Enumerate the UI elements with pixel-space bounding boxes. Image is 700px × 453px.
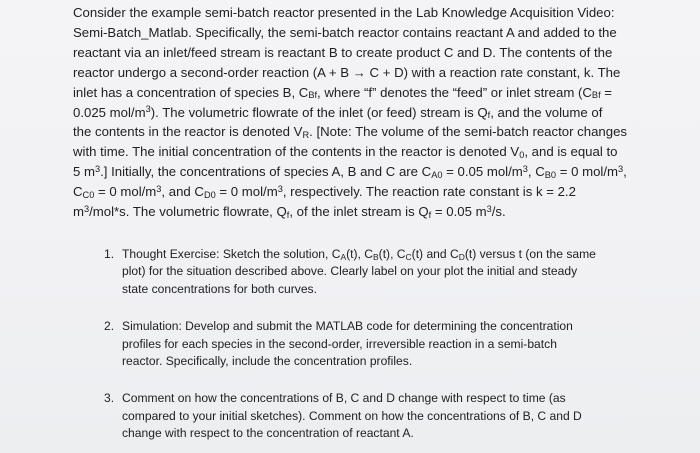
statement-line: 0.025 mol/$m^3$). The volumetric flowrate of the inlet (or feed) stream is $Q_f$, and the volume of bbox=[73, 104, 603, 121]
question-item bbox=[104, 246, 664, 298]
question-line: Thought Exercise: Sketch the solution, $C_A(t)$, $C_B(t)$, $C_C(t)$ and $C_D(t)$ versus t (on the same bbox=[122, 247, 596, 262]
statement-line: Consider the example semi-batch reactor presented in the Lab Knowledge Acquisition Video: bbox=[73, 5, 615, 20]
statement-line: the contents in the reactor is denoted $V_R$. [Note: The volume of the semi-batch reactor changes bbox=[73, 124, 628, 141]
question-line: plot) for the situation described above. Clearly label on your plot the initial and steady bbox=[122, 264, 578, 279]
question-line: Simulation: Develop and submit the MATLAB code for determining the concentration bbox=[122, 319, 573, 334]
statement-line: 5 $m^3$.] Initially, the concentrations of species A, B and C are $C_{A0} = 0.05$ mol/$m^3$, $C_{B0} = 0$ mol/$m^3$, bbox=[73, 164, 627, 181]
question-list bbox=[104, 246, 664, 453]
question-line: profiles for each species in the second-order, irreversible reaction in a semi-batch bbox=[122, 336, 557, 351]
statement-line: reactor undergo a second-order reaction (A + B → C + D) with a reaction rate constant, k. The bbox=[73, 64, 621, 80]
question-line: Comment on how the concentrations of B, C and D change with respect to time (as bbox=[122, 391, 566, 406]
statement-line: reactant via an inlet/feed stream is reactant B to create product C and D. The contents of the bbox=[73, 44, 613, 60]
statement-line: inlet has a concentration of species B, $C_{Bf}$, where “f” denotes the “feed” or inlet stream ($C_{Bf}$ = bbox=[73, 84, 613, 101]
question-number: 3. bbox=[104, 391, 115, 406]
question-line: compared to your initial sketches). Comment on how the concentrations of B, C and D bbox=[122, 408, 582, 423]
question-number: 1. bbox=[104, 247, 115, 261]
question-item bbox=[104, 318, 664, 370]
problem-statement bbox=[73, 3, 681, 222]
question-line: change with respect to the concentration of reactant A. bbox=[122, 426, 414, 441]
statement-line: Semi-Batch_Matlab. Specifically, the semi-batch reactor contains reactant A and added to the bbox=[73, 24, 617, 40]
statement-line: $m^3/mol*s$. The volumetric flowrate, $Q_f$, of the inlet stream is $Q_f = 0.05$ $m^3/s$. bbox=[73, 203, 506, 220]
question-number: 2. bbox=[104, 319, 115, 334]
question-line: reactor. Specifically, include the concentration profiles. bbox=[122, 354, 413, 369]
statement-line: with time. The initial concentration of the contents in the reactor is denoted $V_0$, and is equal to bbox=[73, 144, 618, 161]
question-line: state concentrations for both curves. bbox=[122, 281, 317, 296]
question-item bbox=[104, 390, 664, 442]
statement-line: $C_{C0} = 0$ mol/$m^3$, and $C_{D0} = 0$ mol/$m^3$, respectively. The reaction rate constant is k = 2.2 bbox=[73, 184, 576, 200]
